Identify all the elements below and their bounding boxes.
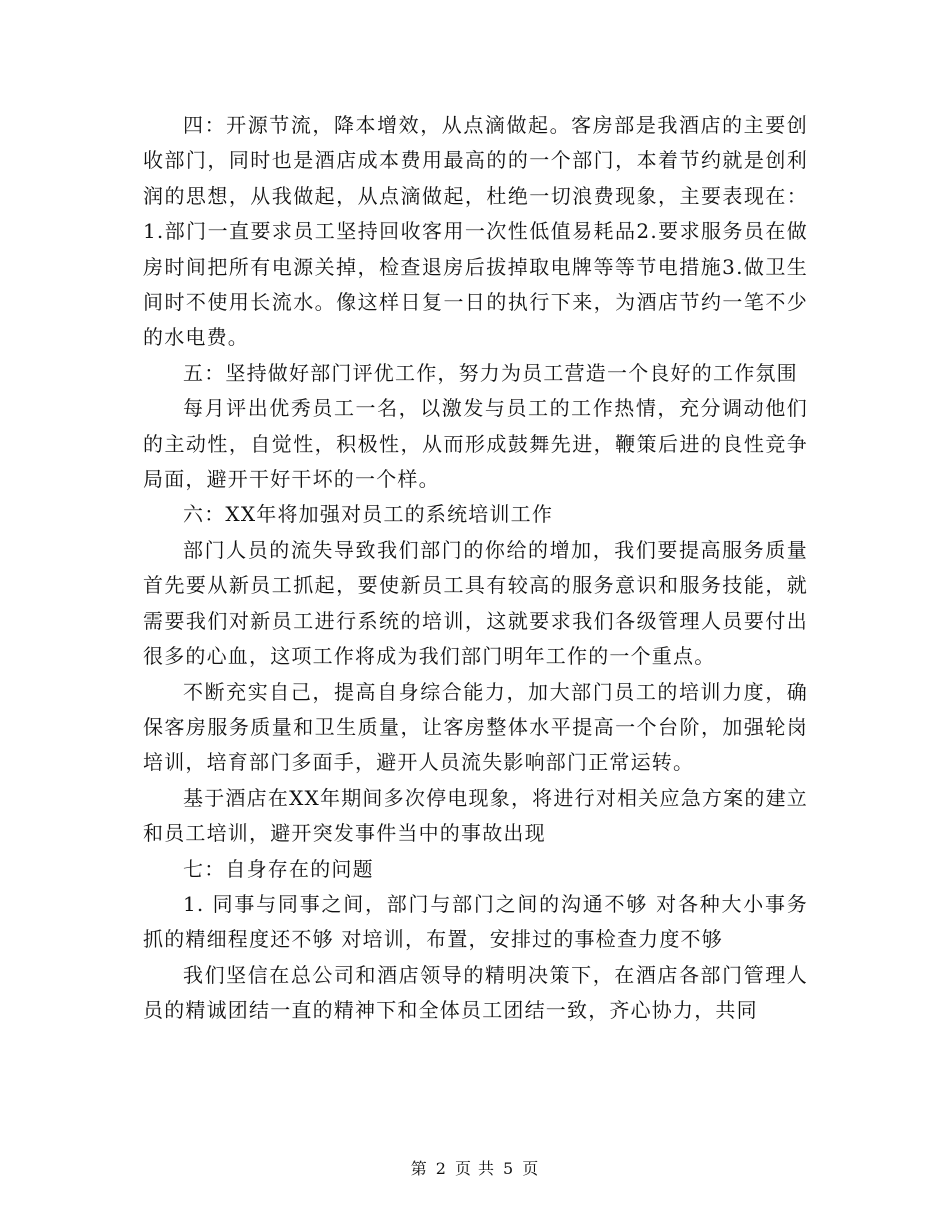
paragraph-cost-saving: 四：开源节流，降本增效，从点滴做起。客房部是我酒店的主要创收部门，同时也是酒店成本费用最高的的一个部门，本着节约就是创利润的思想，从我做起，从点滴做起，杜绝一切浪费现象，主要表现在：1.部门一直要求员工坚持回收客用一次性低值易耗品2.要求服务员在做房时间把所有电源关掉，检查退房后拔掉取电牌等等节电措施3.做卫生间时不使用长流水。像这样日复一日的执行下来，为酒店节约一笔不少的水电费。 <box>143 113 808 350</box>
paragraph-new-staff-training: 部门人员的流失导致我们部门的你给的增加，我们要提高服务质量首先要从新员工抓起，要使新员工具有较高的服务意识和服务技能，就需要我们对新员工进行系统的培训，这就要求我们各级管理人员要付出很多的心血，这项工作将成为我们部门明年工作的一个重点。 <box>143 537 808 669</box>
paragraph-self-improvement: 不断充实自己，提高自身综合能力，加大部门员工的培训力度，确保客房服务质量和卫生质量，让客房整体水平提高一个台阶，加强轮岗培训，培育部门多面手，避开人员流失影响部门正常运转。 <box>143 679 808 775</box>
paragraph-monthly-award: 每月评出优秀员工一名，以激发与员工的工作热情，充分调动他们的主动性，自觉性，积极性，从而形成鼓舞先进，鞭策后进的良性竞争局面，避开干好干坏的一个样。 <box>143 396 808 492</box>
document-body <box>143 108 808 1029</box>
footer-current-page: 2 <box>435 1159 447 1178</box>
paragraph-problem-list: 1. 同事与同事之间，部门与部门之间的沟通不够 对各种大小事务抓的精细程度还不够 对培训，布置，安排过的事检查力度不够 <box>143 891 808 952</box>
footer-prefix: 第 <box>410 1159 428 1178</box>
paragraph-heading-training: 六：XX年将加强对员工的系统培训工作 <box>183 502 554 527</box>
paragraph-emergency-plan: 基于酒店在XX年期间多次停电现象，将进行对相关应急方案的建立和员工培训，避开突发事件当中的事故出现 <box>143 785 808 846</box>
footer-middle: 页 共 <box>454 1159 496 1178</box>
footer-suffix: 页 <box>522 1159 540 1178</box>
page-footer <box>0 1156 950 1179</box>
footer-total-pages: 5 <box>503 1159 515 1178</box>
paragraph-conclusion: 我们坚信在总公司和酒店领导的精明决策下，在酒店各部门管理人员的精诚团结一直的精神下和全体员工团结一致，齐心协力，共同 <box>143 962 808 1023</box>
paragraph-heading-evaluation: 五：坚持做好部门评优工作，努力为员工营造一个良好的工作氛围 <box>183 360 798 385</box>
paragraph-heading-problems: 七：自身存在的问题 <box>183 856 374 881</box>
